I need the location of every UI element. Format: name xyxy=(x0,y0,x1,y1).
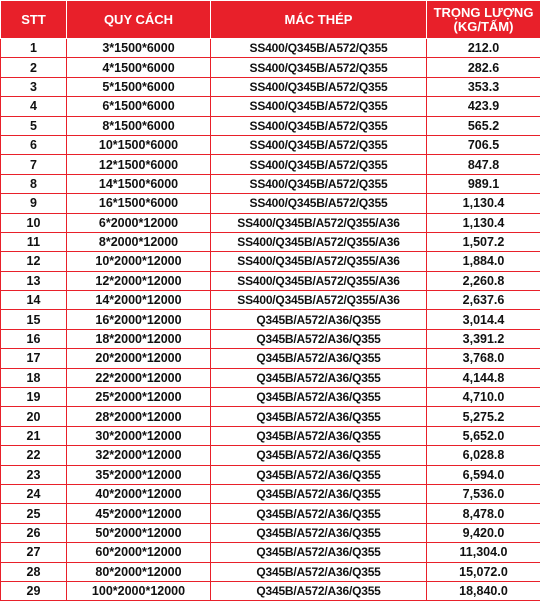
table-row xyxy=(1,562,540,581)
cell-spec: 4*1500*6000 xyxy=(67,58,211,77)
cell-stt: 13 xyxy=(1,271,67,290)
cell-grade: SS400/Q345B/A572/Q355 xyxy=(211,39,427,58)
table-row xyxy=(1,523,540,542)
cell-weight: 706.5 xyxy=(427,135,540,154)
cell-stt: 12 xyxy=(1,252,67,271)
table-row xyxy=(1,368,540,387)
cell-grade: SS400/Q345B/A572/Q355 xyxy=(211,155,427,174)
cell-stt: 29 xyxy=(1,581,67,600)
cell-weight: 4,710.0 xyxy=(427,388,540,407)
cell-weight: 1,130.4 xyxy=(427,194,540,213)
cell-grade: SS400/Q345B/A572/Q355 xyxy=(211,97,427,116)
table-row xyxy=(1,58,540,77)
table-row xyxy=(1,407,540,426)
cell-spec: 32*2000*12000 xyxy=(67,446,211,465)
cell-spec: 12*1500*6000 xyxy=(67,155,211,174)
cell-weight: 1,130.4 xyxy=(427,213,540,232)
cell-stt: 3 xyxy=(1,77,67,96)
cell-weight: 4,144.8 xyxy=(427,368,540,387)
cell-stt: 24 xyxy=(1,484,67,503)
cell-stt: 2 xyxy=(1,58,67,77)
table-row xyxy=(1,213,540,232)
cell-spec: 10*2000*12000 xyxy=(67,252,211,271)
cell-grade: SS400/Q345B/A572/Q355 xyxy=(211,58,427,77)
cell-stt: 23 xyxy=(1,465,67,484)
cell-stt: 9 xyxy=(1,194,67,213)
cell-grade: SS400/Q345B/A572/Q355 xyxy=(211,135,427,154)
table-row xyxy=(1,252,540,271)
table-row xyxy=(1,155,540,174)
table-row xyxy=(1,39,540,58)
cell-stt: 19 xyxy=(1,388,67,407)
cell-stt: 17 xyxy=(1,349,67,368)
cell-spec: 28*2000*12000 xyxy=(67,407,211,426)
cell-spec: 5*1500*6000 xyxy=(67,77,211,96)
cell-grade: Q345B/A572/A36/Q355 xyxy=(211,407,427,426)
cell-spec: 25*2000*12000 xyxy=(67,388,211,407)
header-weight xyxy=(427,1,540,39)
cell-spec: 8*1500*6000 xyxy=(67,116,211,135)
cell-weight: 423.9 xyxy=(427,97,540,116)
cell-weight: 3,014.4 xyxy=(427,310,540,329)
cell-grade: Q345B/A572/A36/Q355 xyxy=(211,349,427,368)
table-row xyxy=(1,484,540,503)
cell-weight: 15,072.0 xyxy=(427,562,540,581)
cell-stt: 10 xyxy=(1,213,67,232)
cell-weight: 3,768.0 xyxy=(427,349,540,368)
table-row xyxy=(1,135,540,154)
cell-weight: 6,594.0 xyxy=(427,465,540,484)
cell-weight: 5,652.0 xyxy=(427,426,540,445)
cell-spec: 14*1500*6000 xyxy=(67,174,211,193)
cell-grade: Q345B/A572/A36/Q355 xyxy=(211,504,427,523)
cell-grade: Q345B/A572/A36/Q355 xyxy=(211,446,427,465)
table-row xyxy=(1,97,540,116)
cell-spec: 80*2000*12000 xyxy=(67,562,211,581)
cell-stt: 15 xyxy=(1,310,67,329)
cell-grade: SS400/Q345B/A572/Q355 xyxy=(211,77,427,96)
cell-weight: 2,637.6 xyxy=(427,291,540,310)
cell-spec: 50*2000*12000 xyxy=(67,523,211,542)
cell-spec: 60*2000*12000 xyxy=(67,543,211,562)
cell-grade: Q345B/A572/A36/Q355 xyxy=(211,329,427,348)
header-grade: MÁC THÉP xyxy=(211,1,427,39)
cell-stt: 1 xyxy=(1,39,67,58)
cell-stt: 26 xyxy=(1,523,67,542)
header-stt: STT xyxy=(1,1,67,39)
cell-weight: 11,304.0 xyxy=(427,543,540,562)
cell-stt: 16 xyxy=(1,329,67,348)
cell-spec: 40*2000*12000 xyxy=(67,484,211,503)
cell-spec: 6*2000*12000 xyxy=(67,213,211,232)
table-row xyxy=(1,581,540,600)
cell-grade: SS400/Q345B/A572/Q355 xyxy=(211,194,427,213)
table-row xyxy=(1,116,540,135)
cell-weight: 565.2 xyxy=(427,116,540,135)
cell-stt: 18 xyxy=(1,368,67,387)
table-row xyxy=(1,232,540,251)
cell-stt: 7 xyxy=(1,155,67,174)
table-row xyxy=(1,388,540,407)
cell-spec: 6*1500*6000 xyxy=(67,97,211,116)
cell-spec: 16*1500*6000 xyxy=(67,194,211,213)
header-weight-line2: (KG/TẤM) xyxy=(454,19,514,34)
cell-stt: 27 xyxy=(1,543,67,562)
cell-grade: Q345B/A572/A36/Q355 xyxy=(211,562,427,581)
header-weight-line1: TRỌNG LƯỢNG xyxy=(434,5,534,20)
cell-stt: 6 xyxy=(1,135,67,154)
cell-spec: 100*2000*12000 xyxy=(67,581,211,600)
table-row xyxy=(1,271,540,290)
table-row xyxy=(1,349,540,368)
cell-grade: SS400/Q345B/A572/Q355 xyxy=(211,116,427,135)
cell-grade: Q345B/A572/A36/Q355 xyxy=(211,368,427,387)
header-spec: QUY CÁCH xyxy=(67,1,211,39)
cell-grade: Q345B/A572/A36/Q355 xyxy=(211,426,427,445)
cell-grade: Q345B/A572/A36/Q355 xyxy=(211,310,427,329)
cell-spec: 18*2000*12000 xyxy=(67,329,211,348)
cell-spec: 35*2000*12000 xyxy=(67,465,211,484)
cell-grade: Q345B/A572/A36/Q355 xyxy=(211,543,427,562)
cell-weight: 3,391.2 xyxy=(427,329,540,348)
cell-weight: 353.3 xyxy=(427,77,540,96)
cell-spec: 14*2000*12000 xyxy=(67,291,211,310)
cell-spec: 30*2000*12000 xyxy=(67,426,211,445)
table-header-row xyxy=(1,1,540,39)
cell-weight: 6,028.8 xyxy=(427,446,540,465)
cell-weight: 1,507.2 xyxy=(427,232,540,251)
cell-weight: 8,478.0 xyxy=(427,504,540,523)
cell-grade: Q345B/A572/A36/Q355 xyxy=(211,523,427,542)
cell-weight: 989.1 xyxy=(427,174,540,193)
cell-stt: 14 xyxy=(1,291,67,310)
cell-grade: Q345B/A572/A36/Q355 xyxy=(211,388,427,407)
cell-stt: 25 xyxy=(1,504,67,523)
table-row xyxy=(1,291,540,310)
cell-spec: 10*1500*6000 xyxy=(67,135,211,154)
cell-grade: SS400/Q345B/A572/Q355/A36 xyxy=(211,232,427,251)
cell-weight: 7,536.0 xyxy=(427,484,540,503)
cell-grade: SS400/Q345B/A572/Q355 xyxy=(211,174,427,193)
table-row xyxy=(1,329,540,348)
cell-stt: 28 xyxy=(1,562,67,581)
cell-grade: SS400/Q345B/A572/Q355/A36 xyxy=(211,213,427,232)
cell-weight: 2,260.8 xyxy=(427,271,540,290)
cell-grade: SS400/Q345B/A572/Q355/A36 xyxy=(211,271,427,290)
cell-spec: 20*2000*12000 xyxy=(67,349,211,368)
table-row xyxy=(1,504,540,523)
table-row xyxy=(1,310,540,329)
cell-weight: 18,840.0 xyxy=(427,581,540,600)
cell-weight: 1,884.0 xyxy=(427,252,540,271)
cell-weight: 282.6 xyxy=(427,58,540,77)
cell-grade: Q345B/A572/A36/Q355 xyxy=(211,465,427,484)
cell-spec: 8*2000*12000 xyxy=(67,232,211,251)
table-row xyxy=(1,174,540,193)
cell-stt: 22 xyxy=(1,446,67,465)
table-row xyxy=(1,446,540,465)
cell-spec: 22*2000*12000 xyxy=(67,368,211,387)
table-row xyxy=(1,77,540,96)
cell-stt: 21 xyxy=(1,426,67,445)
cell-stt: 20 xyxy=(1,407,67,426)
cell-spec: 3*1500*6000 xyxy=(67,39,211,58)
cell-weight: 847.8 xyxy=(427,155,540,174)
table-row xyxy=(1,426,540,445)
cell-spec: 45*2000*12000 xyxy=(67,504,211,523)
cell-spec: 16*2000*12000 xyxy=(67,310,211,329)
cell-weight: 212.0 xyxy=(427,39,540,58)
cell-stt: 8 xyxy=(1,174,67,193)
table-row xyxy=(1,543,540,562)
cell-grade: SS400/Q345B/A572/Q355/A36 xyxy=(211,291,427,310)
cell-stt: 5 xyxy=(1,116,67,135)
cell-weight: 9,420.0 xyxy=(427,523,540,542)
cell-grade: SS400/Q345B/A572/Q355/A36 xyxy=(211,252,427,271)
cell-weight: 5,275.2 xyxy=(427,407,540,426)
table-body xyxy=(1,39,540,601)
table-row xyxy=(1,194,540,213)
cell-grade: Q345B/A572/A36/Q355 xyxy=(211,581,427,600)
cell-stt: 4 xyxy=(1,97,67,116)
cell-spec: 12*2000*12000 xyxy=(67,271,211,290)
cell-grade: Q345B/A572/A36/Q355 xyxy=(211,484,427,503)
table-row xyxy=(1,465,540,484)
cell-stt: 11 xyxy=(1,232,67,251)
